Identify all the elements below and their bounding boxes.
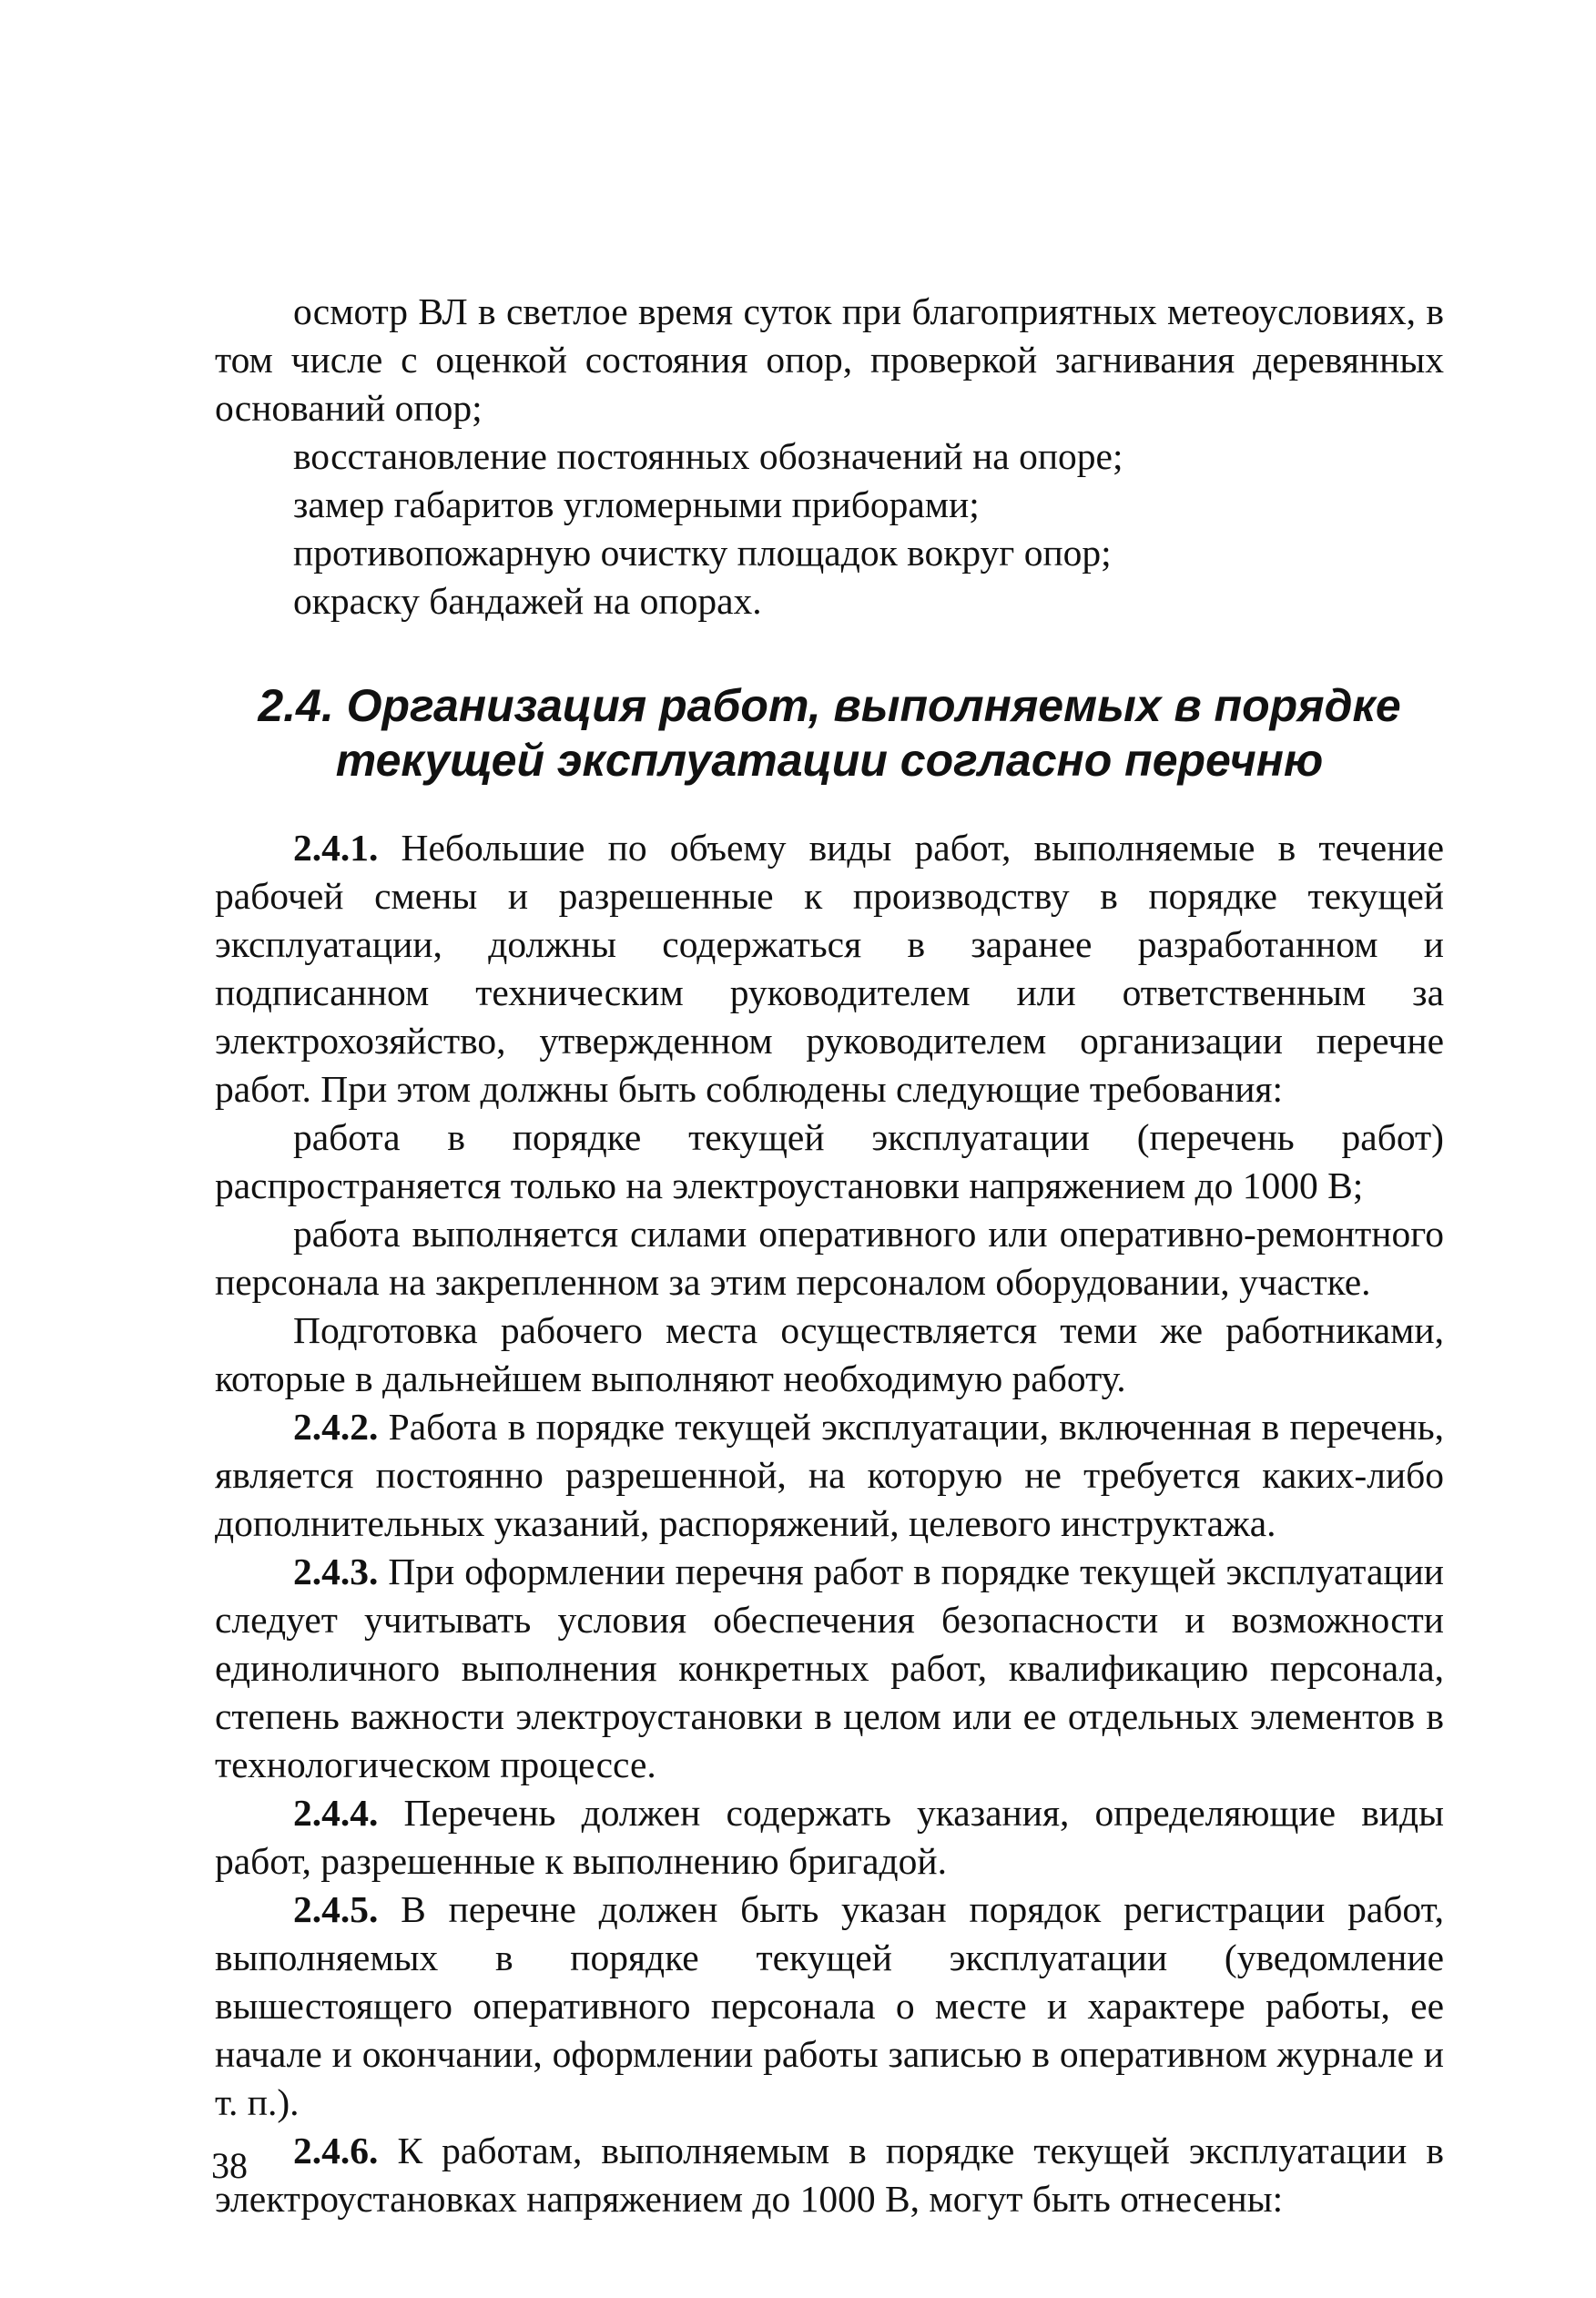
list-item: восстановление постоянных обозначений на опоре;	[293, 435, 1123, 477]
clause-text: Перечень должен содержать указания, определяющие виды работ, разрешенные к выполнению бригадой.	[215, 1792, 1444, 1882]
paragraph-2-4-4	[215, 1789, 1444, 1886]
paragraph-2-4-1	[215, 824, 1444, 1113]
section-heading	[215, 678, 1444, 788]
paragraph-2-4-6	[215, 2127, 1444, 2223]
clause-text: Работа в порядке текущей эксплуатации, включенная в перечень, является постоянно разрешенной, на которую не требуется каких-либо дополнительных указаний, распоряжений, целевого инструктажа.	[215, 1406, 1445, 1544]
clause-number: 2.4.1.	[293, 827, 379, 869]
paragraph-inspection: осмотр ВЛ в светлое время суток при благоприятных метеоусловиях, в том числе с оценкой состояния опор, проверкой загнивания деревянных оснований опор;	[215, 290, 1444, 429]
page-body	[215, 288, 1444, 2223]
paragraph-workplace-preparation: Подготовка рабочего места осуществляется теми же работниками, которые в дальнейшем выполняют необходимую работу.	[215, 1309, 1444, 1399]
clause-number: 2.4.2.	[293, 1406, 379, 1448]
list-item: окраску бандажей на опорах.	[293, 580, 762, 622]
clause-text: К работам, выполняемым в порядке текущей эксплуатации в электроустановках напряжением до 1000 В, могут быть отнесены:	[215, 2130, 1445, 2220]
clause-number: 2.4.4.	[293, 1792, 379, 1834]
paragraph-2-4-5	[215, 1886, 1444, 2127]
list-item: замер габаритов угломерными приборами;	[293, 483, 980, 525]
clause-text: В перечне должен быть указан порядок регистрации работ, выполняемых в порядке текущей эксплуатации (уведомление вышестоящего оперативного персонала о месте и характере работы, ее начале и окончании, оформлении работы записью в оперативном журнале и т. п.).	[215, 1888, 1445, 2123]
paragraph-2-4-3	[215, 1548, 1444, 1789]
clause-number: 2.4.5.	[293, 1888, 379, 1930]
clause-text: Небольшие по объему виды работ, выполняемые в течение рабочей смены и разрешенные к производству в порядке текущей эксплуатации, должны содержаться в заранее разработанном и подписанном техническим руководителем или ответственным за электрохозяйство, утвержденном руководителем организации перечне работ. При этом должны быть соблюдены следующие требования:	[215, 827, 1444, 1110]
section-heading-line1: 2.4. Организация работ, выполняемых в порядке	[258, 680, 1401, 731]
requirement-voltage: работа в порядке текущей эксплуатации (перечень работ) распространяется только на электроустановки напряжением до 1000 В;	[215, 1116, 1444, 1206]
clause-number: 2.4.3.	[293, 1551, 379, 1592]
maintenance-list	[215, 432, 1444, 625]
section-heading-line2: текущей эксплуатации согласно перечню	[335, 735, 1324, 786]
requirement-personnel: работа выполняется силами оперативного или оперативно-ремонтного персонала на закрепленном за этим персоналом оборудовании, участке.	[215, 1213, 1444, 1303]
list-item: противопожарную очистку площадок вокруг опор;	[293, 532, 1112, 574]
clause-number: 2.4.6.	[293, 2130, 379, 2171]
clause-text: При оформлении перечня работ в порядке текущей эксплуатации следует учитывать условия обеспечения безопасности и возможности единоличного выполнения конкретных работ, квалификацию персонала, степень важности электроустановки в целом или ее отдельных элементов в технологическом процессе.	[215, 1551, 1444, 1785]
page-number: 38	[211, 2145, 248, 2186]
paragraph-2-4-2	[215, 1403, 1444, 1548]
